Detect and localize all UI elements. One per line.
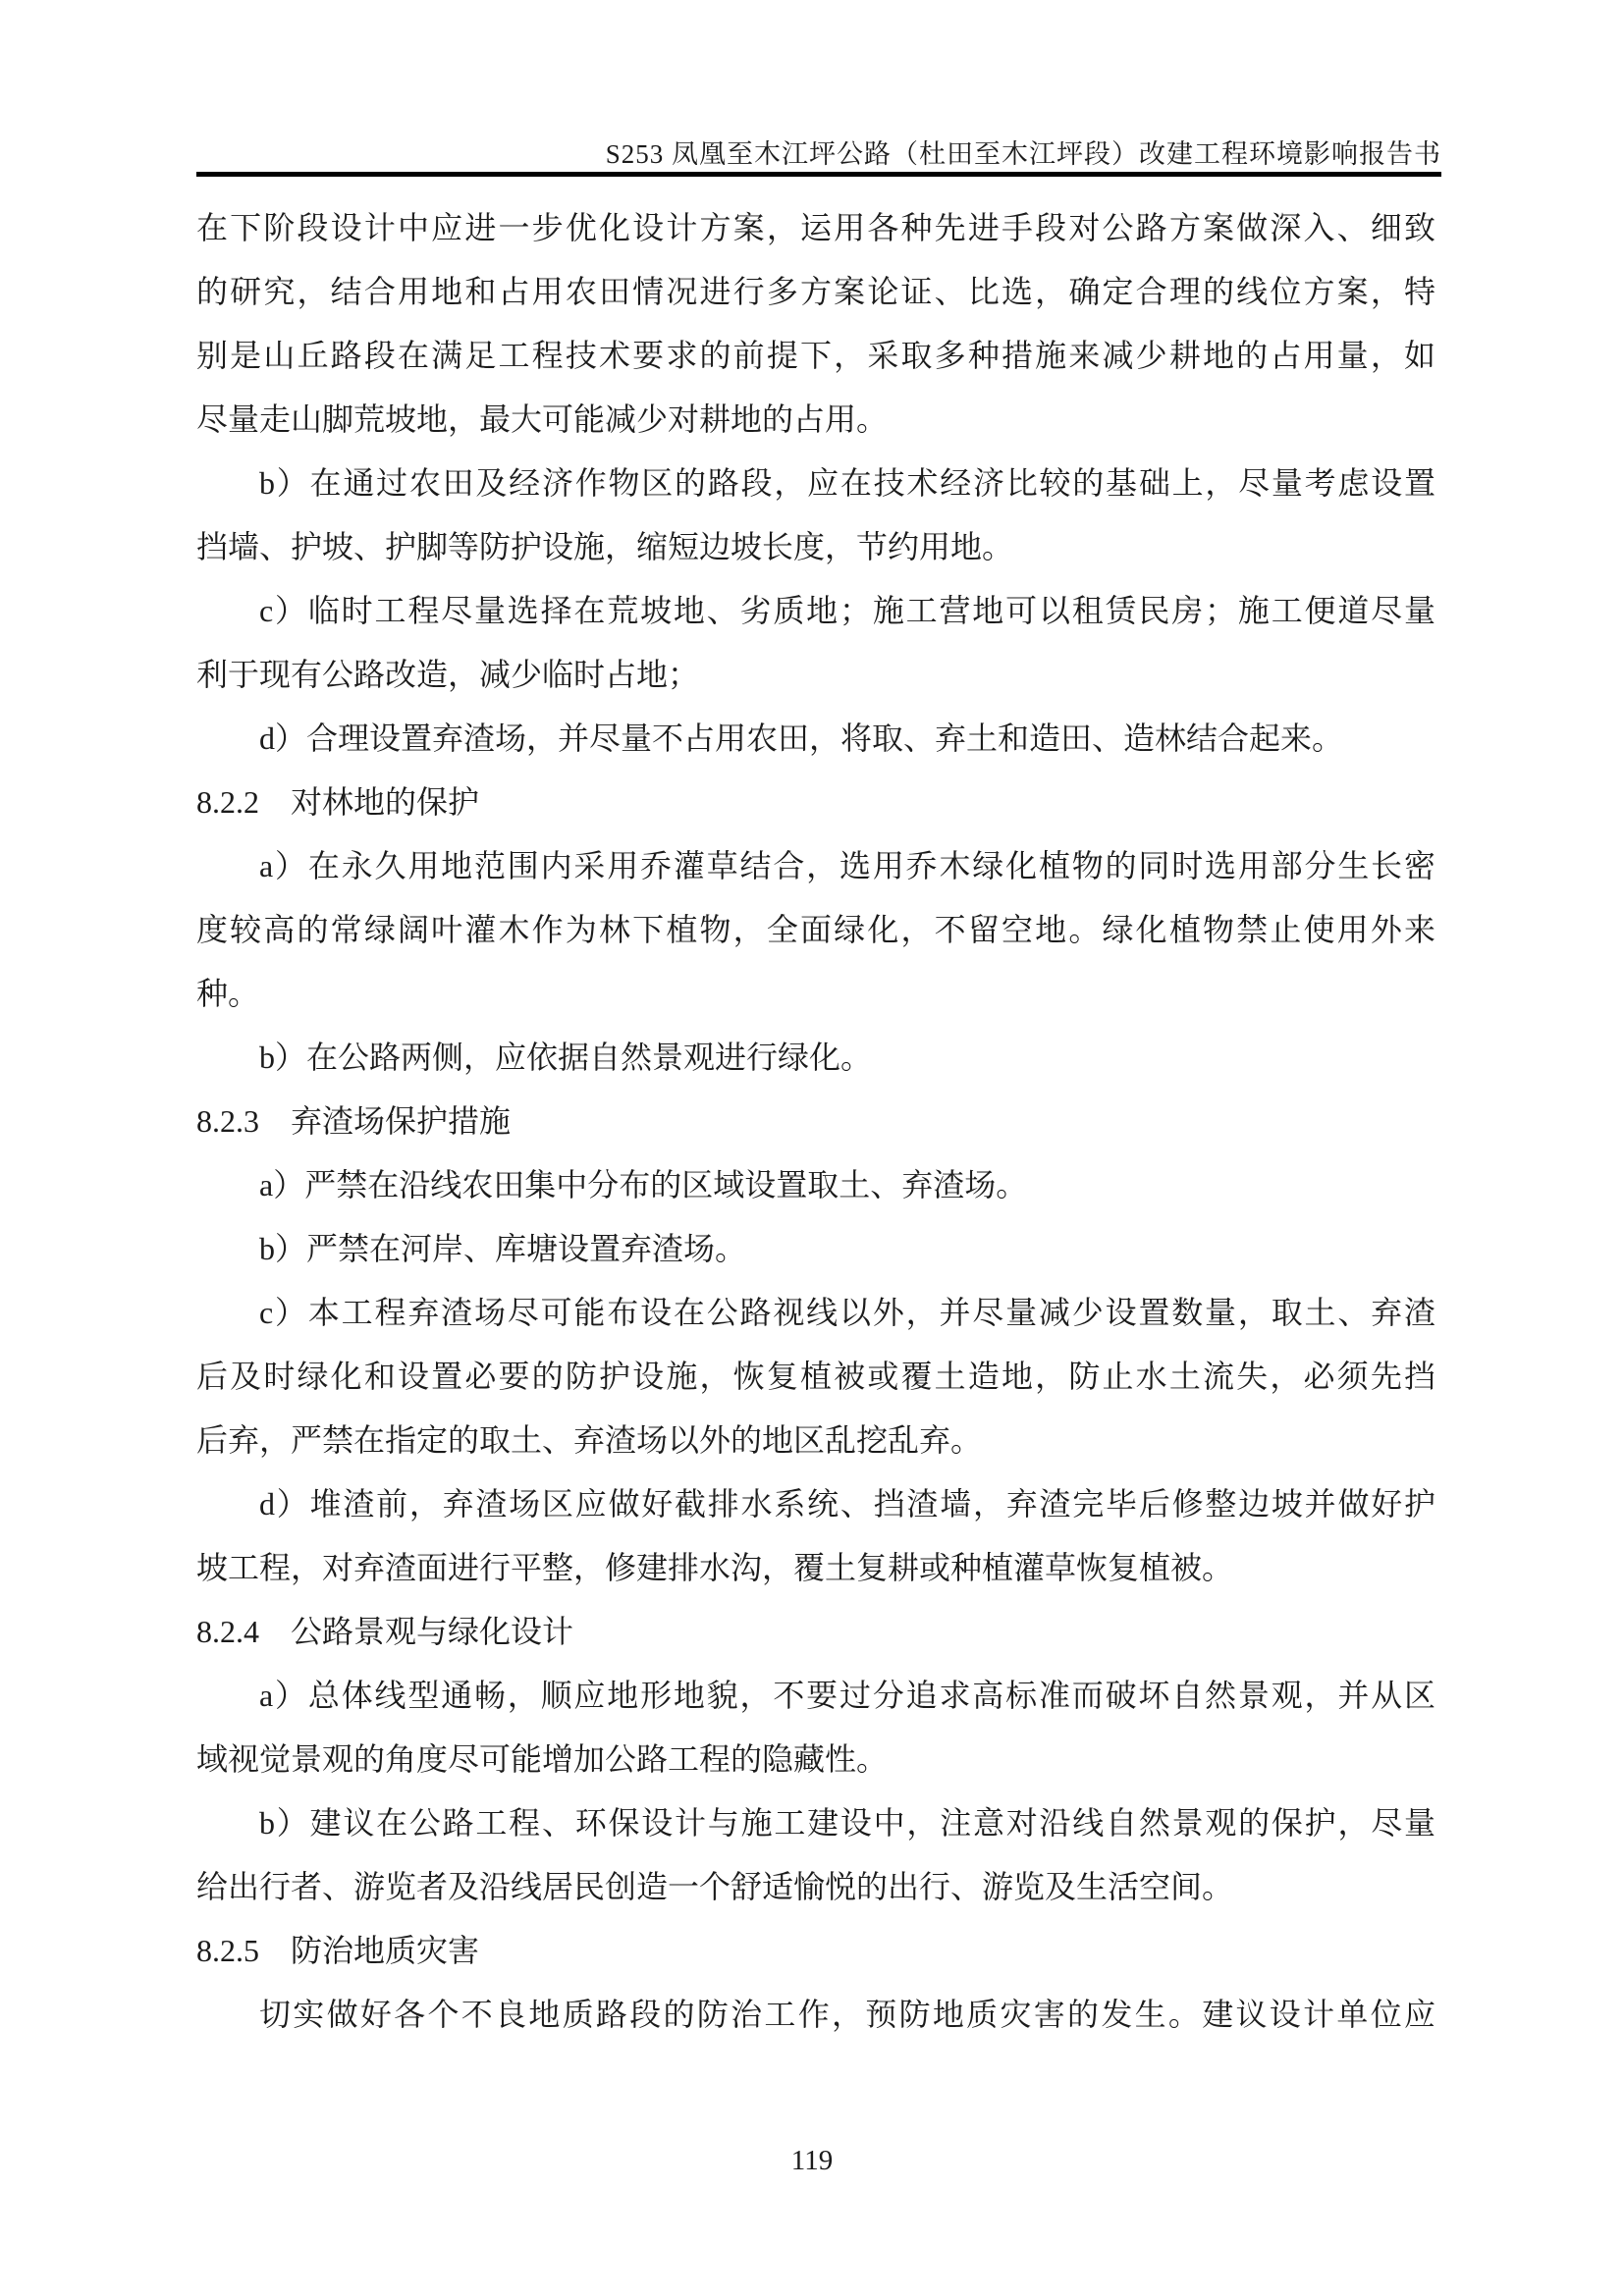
text-line: 切实做好各个不良地质路段的防治工作，预防地质灾害的发生。建议设计单位应: [259, 1997, 1435, 2032]
text-line: 的研究，结合用地和占用农田情况进行多方案论证、比选，确定合理的线位方案，特: [196, 274, 1435, 309]
text-line: 挡墙、护坡、护脚等防护设施，缩短边坡长度，节约用地。: [196, 529, 1014, 564]
text-line: 度较高的常绿阔叶灌木作为林下植物，全面绿化，不留空地。绿化植物禁止使用外来: [196, 912, 1435, 947]
text-line: 给出行者、游览者及沿线居民创造一个舒适愉悦的出行、游览及生活空间。: [196, 1869, 1234, 1904]
section-heading: 8.2.2 对林地的保护: [196, 784, 480, 820]
header-title: S253 凤凰至木江坪公路（杜田至木江坪段）改建工程环境影响报告书: [605, 139, 1441, 169]
text-line: 域视觉景观的角度尽可能增加公路工程的隐藏性。: [196, 1741, 889, 1777]
text-line: 坡工程，对弃渣面进行平整，修建排水沟，覆土复耕或种植灌草恢复植被。: [196, 1550, 1234, 1585]
section-heading: 8.2.5 防治地质灾害: [196, 1933, 480, 1968]
text-line: d）合理设置弃渣场，并尽量不占用农田，将取、弃土和造田、造林结合起来。: [259, 721, 1344, 756]
text-line: c）本工程弃渣场尽可能布设在公路视线以外，并尽量减少设置数量，取土、弃渣: [259, 1295, 1435, 1330]
text-line: 后弃，严禁在指定的取土、弃渣场以外的地区乱挖乱弃。: [196, 1422, 983, 1458]
text-line: a）严禁在沿线农田集中分布的区域设置取土、弃渣场。: [259, 1167, 1028, 1202]
page-number: 119: [790, 2145, 834, 2176]
text-line: b）建议在公路工程、环保设计与施工建设中，注意对沿线自然景观的保护，尽量: [259, 1805, 1435, 1841]
text-line: b）在公路两侧，应依据自然景观进行绿化。: [259, 1040, 873, 1075]
text-line: d）堆渣前，弃渣场区应做好截排水系统、挡渣墙，弃渣完毕后修整边坡并做好护: [259, 1486, 1435, 1522]
text-line: a）总体线型通畅，顺应地形地貌，不要过分追求高标准而破坏自然景观，并从区: [259, 1678, 1435, 1713]
text-line: 后及时绿化和设置必要的防护设施，恢复植被或覆土造地，防止水土流失，必须先挡: [196, 1359, 1435, 1394]
text-line: 在下阶段设计中应进一步优化设计方案，运用各种先进手段对公路方案做深入、细致: [196, 210, 1435, 245]
text-line: 尽量走山脚荒坡地，最大可能减少对耕地的占用。: [196, 401, 889, 437]
text-line: a）在永久用地范围内采用乔灌草结合，选用乔木绿化植物的同时选用部分生长密: [259, 848, 1435, 883]
text-line: c）临时工程尽量选择在荒坡地、劣质地；施工营地可以租赁民房；施工便道尽量: [259, 593, 1435, 628]
text-line: 别是山丘路段在满足工程技术要求的前提下，采取多种措施来减少耕地的占用量，如: [196, 338, 1435, 373]
header-rule: [196, 172, 1441, 177]
text-line: 利于现有公路改造，减少临时占地；: [196, 657, 700, 692]
section-heading: 8.2.4 公路景观与绿化设计: [196, 1614, 574, 1649]
document-body: [196, 196, 1435, 2047]
text-line: b）在通过农田及经济作物区的路段，应在技术经济比较的基础上，尽量考虑设置: [259, 465, 1435, 501]
section-heading: 8.2.3 弃渣场保护措施: [196, 1103, 512, 1139]
text-line: b）严禁在河岸、库塘设置弃渣场。: [259, 1231, 747, 1266]
page-footer: [0, 2144, 1624, 2177]
text-line: 种。: [196, 976, 260, 1011]
